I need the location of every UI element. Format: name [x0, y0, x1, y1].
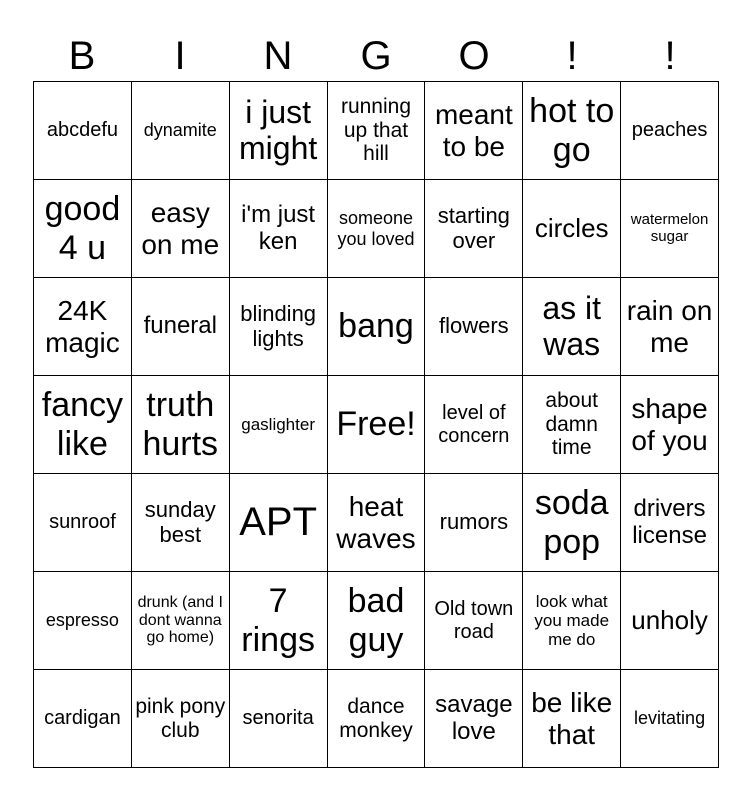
- bingo-cell[interactable]: espresso: [34, 572, 132, 670]
- bingo-cell[interactable]: blinding lights: [230, 278, 328, 376]
- bingo-cell[interactable]: bang: [328, 278, 426, 376]
- bingo-cell[interactable]: someone you loved: [328, 180, 426, 278]
- bingo-cell[interactable]: abcdefu: [34, 82, 132, 180]
- bingo-cell[interactable]: i just might: [230, 82, 328, 180]
- bingo-cell[interactable]: shape of you: [621, 376, 719, 474]
- bingo-cell[interactable]: sunday best: [132, 474, 230, 572]
- bingo-cell[interactable]: dance monkey: [328, 670, 426, 768]
- bingo-cell[interactable]: levitating: [621, 670, 719, 768]
- bingo-cell[interactable]: funeral: [132, 278, 230, 376]
- bingo-cell[interactable]: starting over: [425, 180, 523, 278]
- bingo-cell[interactable]: meant to be: [425, 82, 523, 180]
- bingo-cell[interactable]: sunroof: [34, 474, 132, 572]
- bingo-cell[interactable]: truth hurts: [132, 376, 230, 474]
- bingo-cell[interactable]: senorita: [230, 670, 328, 768]
- bingo-cell[interactable]: 24K magic: [34, 278, 132, 376]
- bingo-cell[interactable]: APT: [230, 474, 328, 572]
- bingo-cell[interactable]: peaches: [621, 82, 719, 180]
- bingo-cell[interactable]: look what you made me do: [523, 572, 621, 670]
- header-letter: O: [458, 34, 490, 78]
- bingo-cell[interactable]: about damn time: [523, 376, 621, 474]
- header-letter: !: [566, 34, 578, 78]
- bingo-cell[interactable]: level of concern: [425, 376, 523, 474]
- bingo-cell[interactable]: unholy: [621, 572, 719, 670]
- bingo-cell[interactable]: Old town road: [425, 572, 523, 670]
- bingo-cell[interactable]: hot to go: [523, 82, 621, 180]
- header-letter: B: [68, 34, 96, 78]
- bingo-cell[interactable]: gaslighter: [230, 376, 328, 474]
- bingo-cell[interactable]: fancy like: [34, 376, 132, 474]
- header-letter: N: [263, 34, 293, 78]
- free-space-cell[interactable]: Free!: [328, 376, 426, 474]
- bingo-cell[interactable]: be like that: [523, 670, 621, 768]
- bingo-cell[interactable]: flowers: [425, 278, 523, 376]
- bingo-cell[interactable]: good 4 u: [34, 180, 132, 278]
- bingo-cell[interactable]: drunk (and I dont wanna go home): [132, 572, 230, 670]
- bingo-grid: [33, 81, 719, 768]
- bingo-cell[interactable]: easy on me: [132, 180, 230, 278]
- bingo-cell[interactable]: soda pop: [523, 474, 621, 572]
- bingo-cell[interactable]: dynamite: [132, 82, 230, 180]
- header-letter: !: [664, 34, 676, 78]
- bingo-cell[interactable]: 7 rings: [230, 572, 328, 670]
- bingo-cell[interactable]: drivers license: [621, 474, 719, 572]
- bingo-cell[interactable]: heat waves: [328, 474, 426, 572]
- bingo-header: [33, 30, 719, 82]
- bingo-cell[interactable]: as it was: [523, 278, 621, 376]
- bingo-cell[interactable]: circles: [523, 180, 621, 278]
- bingo-cell[interactable]: rumors: [425, 474, 523, 572]
- header-letter: I: [174, 34, 186, 78]
- bingo-cell[interactable]: cardigan: [34, 670, 132, 768]
- bingo-cell[interactable]: pink pony club: [132, 670, 230, 768]
- bingo-cell[interactable]: i'm just ken: [230, 180, 328, 278]
- header-letter: G: [360, 34, 392, 78]
- bingo-cell[interactable]: savage love: [425, 670, 523, 768]
- bingo-cell[interactable]: watermelon sugar: [621, 180, 719, 278]
- bingo-cell[interactable]: bad guy: [328, 572, 426, 670]
- bingo-cell[interactable]: running up that hill: [328, 82, 426, 180]
- bingo-cell[interactable]: rain on me: [621, 278, 719, 376]
